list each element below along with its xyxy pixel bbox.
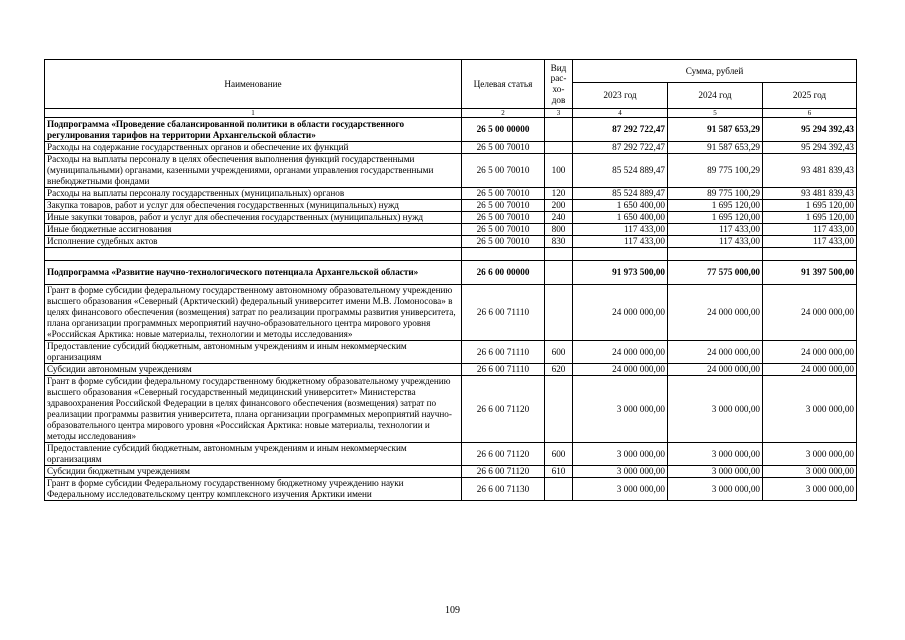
row-2024: 3 000 000,00	[668, 466, 763, 478]
row-vid: 620	[545, 364, 573, 376]
row-2025: 24 000 000,00	[763, 341, 857, 364]
row-name: Закупка товаров, работ и услуг для обеспечения государственных (муниципальных) нужд	[45, 200, 462, 212]
row-2023: 85 524 889,47	[573, 188, 668, 200]
row-code: 26 6 00 71110	[462, 364, 545, 376]
row-vid: 830	[545, 236, 573, 248]
header-index-row	[45, 109, 857, 118]
header-type-line: дов	[551, 94, 566, 105]
row-2024: 91 587 653,29	[668, 142, 763, 154]
header-year-2024: 2024 год	[668, 83, 763, 109]
row-2023: 117 433,00	[573, 224, 668, 236]
header-year-2025: 2025 год	[763, 83, 857, 109]
header-type-line: Вид	[550, 62, 567, 73]
row-2023: 24 000 000,00	[573, 341, 668, 364]
page-number: 109	[445, 605, 460, 616]
row-2025: 3 000 000,00	[763, 466, 857, 478]
row-vid: 800	[545, 224, 573, 236]
row-2023: 3 000 000,00	[573, 443, 668, 466]
row-code: 26 5 00 70010	[462, 154, 545, 188]
row-2024: 117 433,00	[668, 224, 763, 236]
row-2024: 24 000 000,00	[668, 341, 763, 364]
row-2024: 3 000 000,00	[668, 478, 763, 501]
row-2025: 3 000 000,00	[763, 376, 857, 443]
spacer-row	[45, 248, 857, 261]
row-code: 26 5 00 70010	[462, 236, 545, 248]
table-row	[45, 443, 857, 466]
table-row	[45, 478, 857, 501]
row-vid	[545, 118, 573, 142]
budget-page	[44, 59, 856, 501]
row-2025: 3 000 000,00	[763, 443, 857, 466]
table-row	[45, 466, 857, 478]
table-row	[45, 200, 857, 212]
table-row	[45, 224, 857, 236]
empty-cell	[462, 248, 545, 261]
row-2023: 3 000 000,00	[573, 466, 668, 478]
row-vid: 100	[545, 154, 573, 188]
row-name: Грант в форме субсидии федеральному государственному автономному образовательному учреждению высшего образования «Северный (Арктический) федеральный университет имени М.В. Ломоносова» в целях финансового обеспечения (возмещения) затрат по реализации программы развития университета, плана организации программных мероприятий научно-образовательного центра мирового уровня «Российская Арктика: новые материалы, технологии и методы исследования»	[45, 285, 462, 341]
row-2023: 87 292 722,47	[573, 118, 668, 142]
table-row	[45, 142, 857, 154]
table-row	[45, 188, 857, 200]
row-2024: 24 000 000,00	[668, 364, 763, 376]
row-vid	[545, 142, 573, 154]
row-code: 26 5 00 70010	[462, 188, 545, 200]
row-2024: 24 000 000,00	[668, 285, 763, 341]
row-2025: 93 481 839,43	[763, 154, 857, 188]
header-year-2023: 2023 год	[573, 83, 668, 109]
row-2025: 24 000 000,00	[763, 285, 857, 341]
table-row	[45, 376, 857, 443]
row-vid	[545, 261, 573, 285]
row-2023: 85 524 889,47	[573, 154, 668, 188]
empty-cell	[763, 248, 857, 261]
row-2023: 24 000 000,00	[573, 285, 668, 341]
table-row	[45, 285, 857, 341]
index-cell: 1	[45, 109, 462, 118]
row-vid: 200	[545, 200, 573, 212]
row-name: Расходы на содержание государственных органов и обеспечение их функций	[45, 142, 462, 154]
row-vid	[545, 285, 573, 341]
row-2025: 95 294 392,43	[763, 118, 857, 142]
row-code: 26 6 00 71120	[462, 376, 545, 443]
row-code: 26 5 00 70010	[462, 200, 545, 212]
index-cell: 3	[545, 109, 573, 118]
row-vid: 120	[545, 188, 573, 200]
row-2024: 89 775 100,29	[668, 154, 763, 188]
header-target: Целевая статья	[462, 60, 545, 109]
row-2025: 24 000 000,00	[763, 364, 857, 376]
row-2024: 91 587 653,29	[668, 118, 763, 142]
table-row	[45, 261, 857, 285]
row-2023: 91 973 500,00	[573, 261, 668, 285]
row-2023: 1 650 400,00	[573, 212, 668, 224]
row-name: Исполнение судебных актов	[45, 236, 462, 248]
row-name: Иные бюджетные ассигнования	[45, 224, 462, 236]
row-2024: 1 695 120,00	[668, 212, 763, 224]
row-2025: 117 433,00	[763, 236, 857, 248]
row-name: Подпрограмма «Развитие научно-технологического потенциала Архангельской области»	[45, 261, 462, 285]
row-2024: 1 695 120,00	[668, 200, 763, 212]
row-2025: 3 000 000,00	[763, 478, 857, 501]
row-name: Расходы на выплаты персоналу в целях обеспечения выполнения функций государственными (муниципальными) органами, казенными учреждениями, органами управления государственными внебюджетными фондами	[45, 154, 462, 188]
empty-cell	[545, 248, 573, 261]
row-name: Расходы на выплаты персоналу государственных (муниципальных) органов	[45, 188, 462, 200]
table-row	[45, 212, 857, 224]
index-cell: 5	[668, 109, 763, 118]
row-2025: 117 433,00	[763, 224, 857, 236]
row-2025: 1 695 120,00	[763, 200, 857, 212]
row-vid	[545, 478, 573, 501]
row-code: 26 6 00 71130	[462, 478, 545, 501]
row-vid: 610	[545, 466, 573, 478]
header-type	[545, 60, 573, 109]
row-name: Грант в форме субсидии федеральному государственному бюджетному образовательному учреждению высшего образования «Северный государственный медицинский университет» Министерства здравоохранения Российской Федерации в целях финансового обеспечения (возмещения) затрат по реализации программы развития университета, плана организации программных мероприятий научно-образовательного центра мирового уровня «Российская Арктика: новые материалы, технологии и методы исследования»	[45, 376, 462, 443]
row-2023: 87 292 722,47	[573, 142, 668, 154]
row-code: 26 6 00 71110	[462, 341, 545, 364]
row-code: 26 6 00 71110	[462, 285, 545, 341]
row-2025: 95 294 392,43	[763, 142, 857, 154]
budget-table	[44, 59, 857, 501]
index-cell: 4	[573, 109, 668, 118]
row-2024: 77 575 000,00	[668, 261, 763, 285]
table-row	[45, 118, 857, 142]
row-2024: 117 433,00	[668, 236, 763, 248]
header-name: Наименование	[45, 60, 462, 109]
row-2025: 93 481 839,43	[763, 188, 857, 200]
table-row	[45, 154, 857, 188]
row-2023: 3 000 000,00	[573, 478, 668, 501]
row-2023: 117 433,00	[573, 236, 668, 248]
row-code: 26 5 00 00000	[462, 118, 545, 142]
row-name: Подпрограмма «Проведение сбалансированной политики в области государственного регулирования тарифов на территории Архангельской области»	[45, 118, 462, 142]
row-vid: 600	[545, 443, 573, 466]
row-name: Предоставление субсидий бюджетным, автономным учреждениям и иным некоммерческим организациям	[45, 443, 462, 466]
row-2024: 89 775 100,29	[668, 188, 763, 200]
row-code: 26 6 00 00000	[462, 261, 545, 285]
row-name: Предоставление субсидий бюджетным, автономным учреждениям и иным некоммерческим организациям	[45, 341, 462, 364]
row-2023: 1 650 400,00	[573, 200, 668, 212]
row-vid: 600	[545, 341, 573, 364]
row-2025: 91 397 500,00	[763, 261, 857, 285]
row-2024: 3 000 000,00	[668, 443, 763, 466]
table-row	[45, 364, 857, 376]
row-name: Субсидии бюджетным учреждениям	[45, 466, 462, 478]
row-name: Иные закупки товаров, работ и услуг для обеспечения государственных (муниципальных) нужд	[45, 212, 462, 224]
index-cell: 6	[763, 109, 857, 118]
row-name: Субсидии автономным учреждениям	[45, 364, 462, 376]
empty-cell	[45, 248, 462, 261]
row-2024: 3 000 000,00	[668, 376, 763, 443]
header-row-top	[45, 60, 857, 83]
row-code: 26 6 00 71120	[462, 443, 545, 466]
header-type-line: хо-	[552, 84, 565, 94]
row-code: 26 6 00 71120	[462, 466, 545, 478]
table-row	[45, 341, 857, 364]
row-2023: 3 000 000,00	[573, 376, 668, 443]
empty-cell	[573, 248, 668, 261]
row-code: 26 5 00 70010	[462, 142, 545, 154]
row-vid	[545, 376, 573, 443]
empty-cell	[668, 248, 763, 261]
header-sum: Сумма, рублей	[573, 60, 857, 83]
row-2025: 1 695 120,00	[763, 212, 857, 224]
row-2023: 24 000 000,00	[573, 364, 668, 376]
table-row	[45, 236, 857, 248]
index-cell: 2	[462, 109, 545, 118]
row-name: Грант в форме субсидии Федеральному государственному бюджетному учреждению науки Федеральному исследовательскому центру комплексного изучения Арктики имени	[45, 478, 462, 501]
row-code: 26 5 00 70010	[462, 224, 545, 236]
row-vid: 240	[545, 212, 573, 224]
row-code: 26 5 00 70010	[462, 212, 545, 224]
header-type-line: рас-	[550, 73, 567, 84]
